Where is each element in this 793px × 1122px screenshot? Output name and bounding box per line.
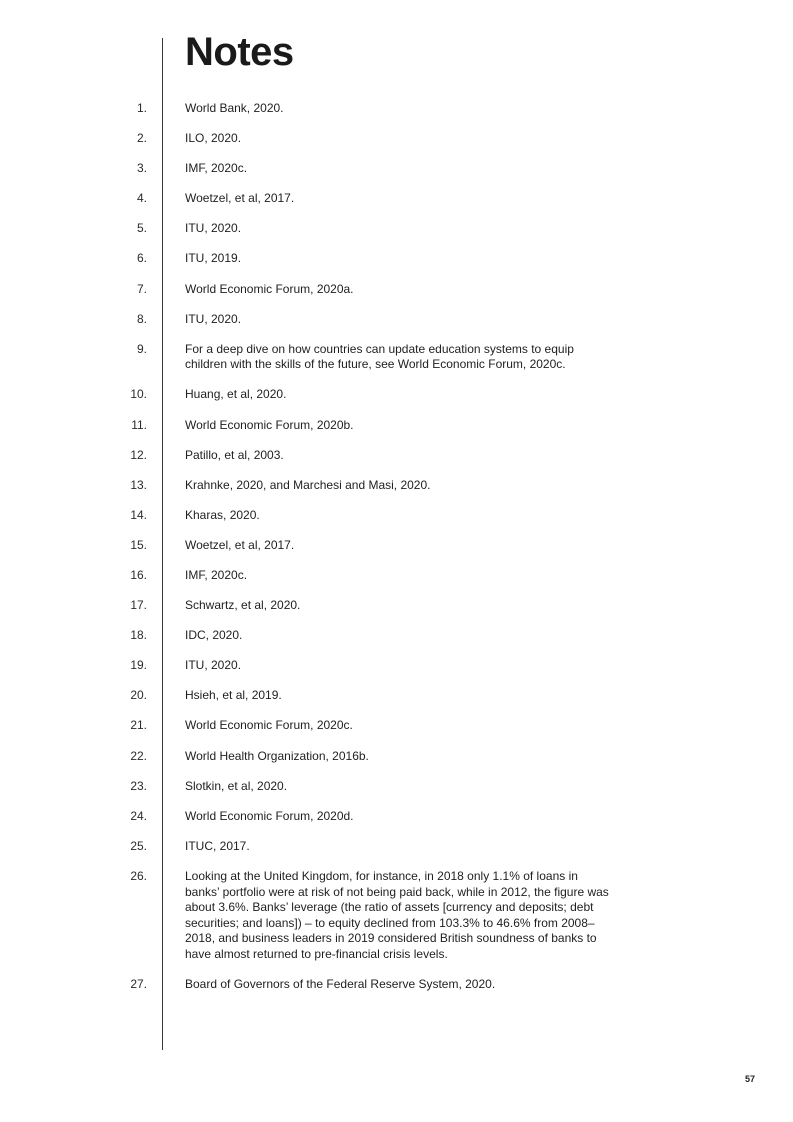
note-item xyxy=(0,191,793,207)
note-number: 4. xyxy=(136,191,147,206)
note-item xyxy=(0,568,793,584)
note-number: 26. xyxy=(130,868,147,883)
note-text: Slotkin, et al, 2020. xyxy=(185,778,288,793)
note-text: Huang, et al, 2020. xyxy=(185,387,287,402)
note-item xyxy=(0,749,793,765)
note-text: Looking at the United Kingdom, for instance, in 2018 only 1.1% of loans in banks’ portfolio were at risk of not being paid back, while in 2012, the figure was about 3.6%. Banks’ leverage (the ratio of assets [currency and deposits; debt securities; and loans]) – to equity declined from 103.3% to 46.6% from 2008–2018, and business leaders in 2019 considered British soundness of banks to have almost returned to pre-financial crisis levels. xyxy=(185,868,609,961)
note-number: 21. xyxy=(130,718,147,733)
note-text: Woetzel, et al, 2017. xyxy=(185,537,295,552)
note-item xyxy=(0,869,793,963)
note-item xyxy=(0,131,793,147)
note-number: 20. xyxy=(130,688,147,703)
note-number: 27. xyxy=(130,977,147,991)
notes-list xyxy=(0,101,793,1007)
note-text: IDC, 2020. xyxy=(185,628,243,643)
note-item xyxy=(0,977,793,993)
note-number: 1. xyxy=(136,101,147,115)
note-number: 9. xyxy=(136,341,147,356)
note-text: IMF, 2020c. xyxy=(185,568,248,582)
note-item xyxy=(0,478,793,494)
note-text: World Bank, 2020. xyxy=(185,101,284,115)
note-item xyxy=(0,161,793,177)
note-item xyxy=(0,718,793,734)
note-number: 12. xyxy=(130,447,147,462)
note-item xyxy=(0,658,793,674)
note-text: ITUC, 2017. xyxy=(185,838,250,853)
note-number: 22. xyxy=(130,748,147,763)
note-item xyxy=(0,101,793,117)
note-item xyxy=(0,418,793,434)
note-text: Hsieh, et al, 2019. xyxy=(185,688,282,703)
note-text: World Economic Forum, 2020a. xyxy=(185,281,354,296)
note-number: 25. xyxy=(130,838,147,853)
note-number: 16. xyxy=(130,568,147,582)
note-text: World Economic Forum, 2020d. xyxy=(185,808,354,823)
note-number: 18. xyxy=(130,628,147,643)
note-number: 17. xyxy=(130,598,147,613)
note-text: Board of Governors of the Federal Reserve System, 2020. xyxy=(185,977,496,991)
note-item xyxy=(0,598,793,614)
note-item xyxy=(0,251,793,267)
note-number: 11. xyxy=(131,417,147,432)
note-text: ITU, 2020. xyxy=(185,221,242,236)
note-text: Patillo, et al, 2003. xyxy=(185,447,284,462)
note-text: Woetzel, et al, 2017. xyxy=(185,191,295,206)
note-item xyxy=(0,809,793,825)
note-text: ILO, 2020. xyxy=(185,131,242,146)
page-title: Notes xyxy=(185,30,294,74)
note-item xyxy=(0,312,793,328)
note-text: Schwartz, et al, 2020. xyxy=(185,598,301,613)
note-text: IMF, 2020c. xyxy=(185,161,248,176)
note-text: World Economic Forum, 2020c. xyxy=(185,718,353,733)
note-number: 15. xyxy=(130,537,147,552)
note-number: 7. xyxy=(136,281,147,296)
page-number: 57 xyxy=(744,1074,755,1084)
note-item xyxy=(0,508,793,524)
note-number: 8. xyxy=(136,311,147,326)
note-item xyxy=(0,688,793,704)
note-number: 3. xyxy=(136,161,147,176)
note-number: 13. xyxy=(130,477,147,492)
note-item xyxy=(0,342,793,373)
note-number: 23. xyxy=(130,778,147,793)
note-number: 2. xyxy=(136,131,147,146)
note-text: World Health Organization, 2016b. xyxy=(185,748,369,763)
note-text: For a deep dive on how countries can update education systems to equip children with the skills of the future, see World Economic Forum, 2020c. xyxy=(185,341,574,372)
note-text: ITU, 2019. xyxy=(185,251,242,266)
note-text: Krahnke, 2020, and Marchesi and Masi, 2020. xyxy=(185,477,431,492)
note-text: Kharas, 2020. xyxy=(185,507,260,522)
note-item xyxy=(0,538,793,554)
note-number: 6. xyxy=(136,251,147,266)
note-number: 14. xyxy=(130,507,147,522)
note-number: 10. xyxy=(130,387,147,402)
note-text: ITU, 2020. xyxy=(185,311,242,326)
note-number: 19. xyxy=(130,658,147,673)
note-item xyxy=(0,221,793,237)
note-number: 5. xyxy=(136,221,147,236)
note-item xyxy=(0,628,793,644)
note-text: ITU, 2020. xyxy=(185,658,242,673)
note-item xyxy=(0,779,793,795)
note-number: 24. xyxy=(130,808,147,823)
note-item xyxy=(0,387,793,403)
note-item xyxy=(0,282,793,298)
note-item xyxy=(0,839,793,855)
note-text: World Economic Forum, 2020b. xyxy=(185,417,354,432)
note-item xyxy=(0,448,793,464)
